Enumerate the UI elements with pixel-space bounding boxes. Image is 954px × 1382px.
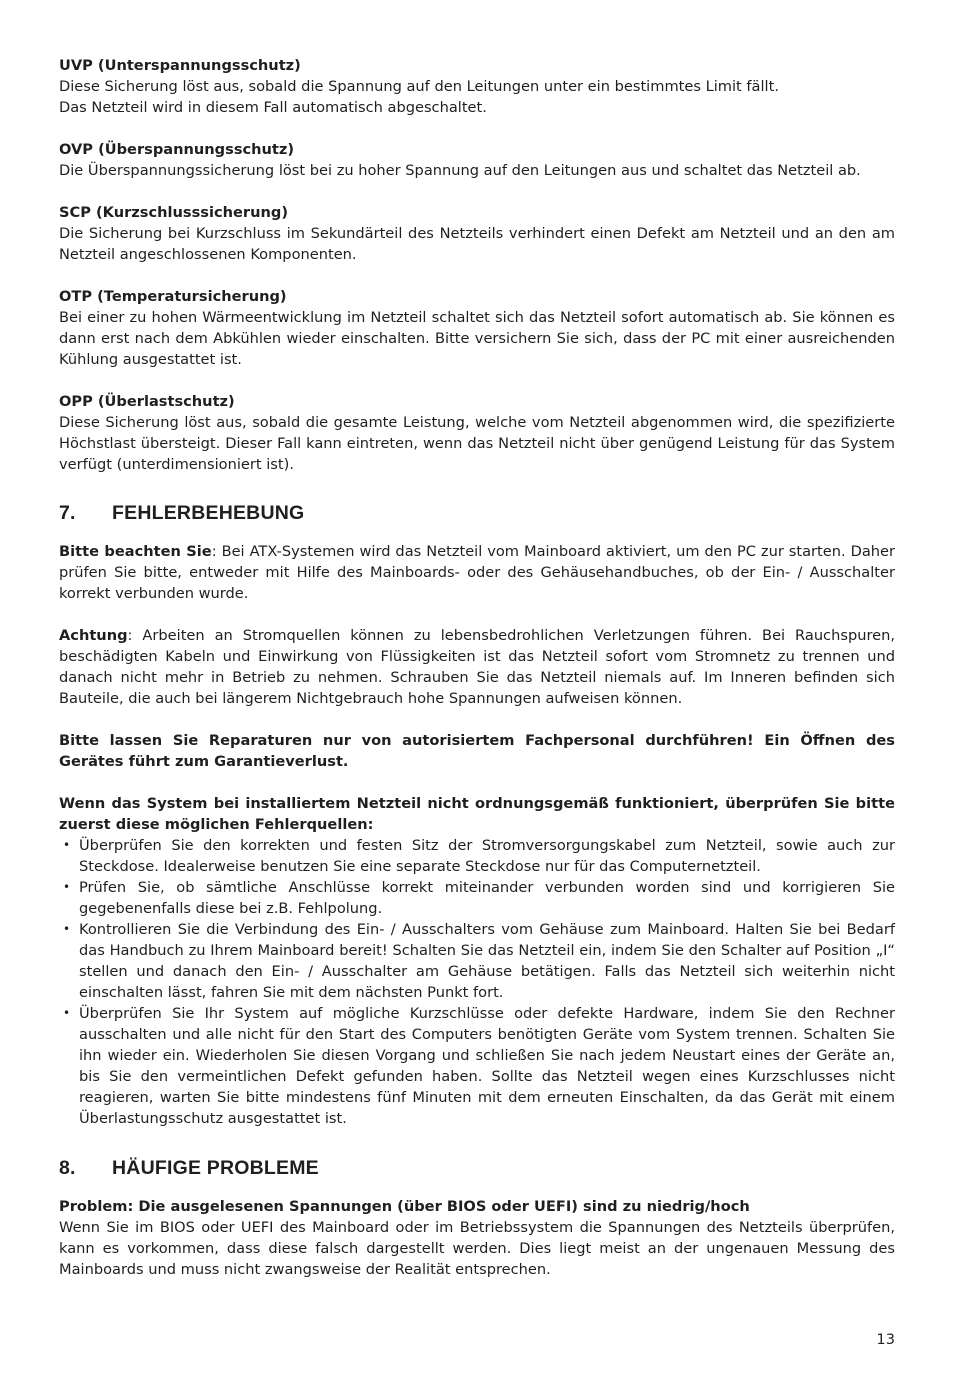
protection-text: Diese Sicherung löst aus, sobald die Spannung auf den Leitungen unter ein bestimmtes Limit fällt. [59,78,779,95]
repair-notice [59,730,895,772]
protection-opp [59,391,895,475]
protection-text: Die Überspannungssicherung löst bei zu hoher Spannung auf den Leitungen aus und schaltet das Netzteil ab. [59,162,861,179]
list-item: • Überprüfen Sie den korrekten und festen Sitz der Stromversorgungskabel zum Netzteil, sowie auch zur Steckdose. Idealerweise benutzen Sie eine separate Steckdose nur für das Computernetzteil. [59,835,895,877]
checklist [59,793,895,1129]
list-item: • Kontrollieren Sie die Verbindung des Ein- / Ausschalters vom Gehäuse zum Mainboard. Halten Sie bei Bedarf das Handbuch zu Ihrem Mainboard bereit! Schalten Sie das Netzteil ein, indem Sie den Schalter auf Position „I“ stellen und danach den Ein- / Ausschalter am Gehäuse betätigen. Falls das Netzteil sich weiterhin nicht einschalten lässt, fahren Sie mit dem nächsten Punkt fort. [59,919,895,1003]
note-paragraph [59,541,895,604]
protection-title: UVP (Unterspannungsschutz) [59,57,301,74]
problem-text: Wenn Sie im BIOS oder UEFI des Mainboard oder im Betriebssystem die Spannungen des Netzteils überprüfen, kann es vorkommen, dass diese falsch dargestellt werden. Dies liegt meist an der ungenauen Messung des Mainboards und muss nicht zwangsweise der Realität entsprechen. [59,1219,895,1278]
section-number: 8. [59,1157,76,1179]
protection-title: SCP (Kurzschlusssicherung) [59,204,289,221]
document-page [59,55,895,1301]
page-number: 13 [876,1331,895,1348]
section-8-heading [59,1156,895,1180]
protection-title: OVP (Überspannungsschutz) [59,141,295,158]
problem-block [59,1196,895,1280]
protection-scp [59,202,895,265]
section-title: FEHLERBEHEBUNG [112,502,305,524]
problem-title: Problem: Die ausgelesenen Spannungen (über BIOS oder UEFI) sind zu niedrig/hoch [59,1198,750,1215]
protection-ovp [59,139,895,181]
protection-otp [59,286,895,370]
warning-paragraph [59,625,895,709]
protection-uvp [59,55,895,118]
protection-title: OPP (Überlastschutz) [59,393,235,410]
protection-text-2: Das Netzteil wird in diesem Fall automatisch abgeschaltet. [59,99,487,116]
section-number: 7. [59,502,76,524]
protection-text: Die Sicherung bei Kurzschluss im Sekundärteil des Netzteils verhindert einen Defekt am Netzteil und an den am Netzteil angeschlossenen Komponenten. [59,225,895,263]
list-item: • Überprüfen Sie Ihr System auf mögliche Kurzschlüsse oder defekte Hardware, indem Sie den Rechner ausschalten und alle nicht für den Start des Computers benötigten Geräte vom System trennen. Schalten Sie ihn wieder ein. Wiederholen Sie diesen Vorgang und schließen Sie nach jedem Neustart eines der Geräte an, bis Sie den vermeintlichen Defekt gefunden haben. Sollte das Netzteil wegen eines Kurzschlusses nicht reagieren, warten Sie bitte mindestens fünf Minuten mit dem erneuten Einschalten, da das Gerät mit einem Überlastungsschutz ausgestattet ist. [59,1003,895,1129]
checklist-list [59,835,895,1129]
protection-text: Bei einer zu hohen Wärmeentwicklung im Netzteil schaltet sich das Netzteil sofort automatisch ab. Sie können es dann erst nach dem Abkühlen wieder einschalten. Bitte versichern Sie sich, dass der PC mit einer ausreichenden Kühlung ausgestattet ist. [59,309,895,368]
warning-text: : Arbeiten an Stromquellen können zu lebensbedrohlichen Verletzungen führen. Bei Rauchspuren, beschädigten Kabeln und Einwirkung von Flüssigkeiten ist das Netzteil sofort vom Stromnetz zu trennen und danach nicht mehr in Betrieb zu nehmen. Schrauben Sie das Netzteil niemals auf. Im Inneren befinden sich Bauteile, die auch bei längerem Nichtgebrauch hohe Spannungen aufweisen können. [59,627,895,707]
note-text: : Bei ATX-Systemen wird das Netzteil vom Mainboard aktiviert, um den PC zur starten. Daher prüfen Sie bitte, entweder mit Hilfe des Mainboards- oder des Gehäusehandbuches, ob der Ein- / Ausschalter korrekt verbunden wurde. [59,543,895,602]
section-7-heading [59,501,895,525]
protection-title: OTP (Temperatursicherung) [59,288,287,305]
section-title: HÄUFIGE PROBLEME [112,1157,319,1179]
checklist-intro: Wenn das System bei installiertem Netzteil nicht ordnungsgemäß funktioniert, überprüfen Sie bitte zuerst diese möglichen Fehlerquellen: [59,795,895,833]
list-item: • Prüfen Sie, ob sämtliche Anschlüsse korrekt miteinander verbunden worden sind und korrigieren Sie gegebenenfalls diese bei z.B. Fehlpolung. [59,877,895,919]
note-label: Bitte beachten Sie [59,543,212,560]
protection-text: Diese Sicherung löst aus, sobald die gesamte Leistung, welche vom Netzteil abgenommen wird, die spezifizierte Höchstlast übersteigt. Dieser Fall kann eintreten, wenn das Netzteil nicht über genügend Leistung für das System verfügt (unterdimensioniert ist). [59,414,895,473]
warning-label: Achtung [59,627,128,644]
repair-notice-text: Bitte lassen Sie Reparaturen nur von autorisiertem Fachpersonal durchführen! Ein Öffnen des Gerätes führt zum Garantieverlust. [59,732,895,770]
